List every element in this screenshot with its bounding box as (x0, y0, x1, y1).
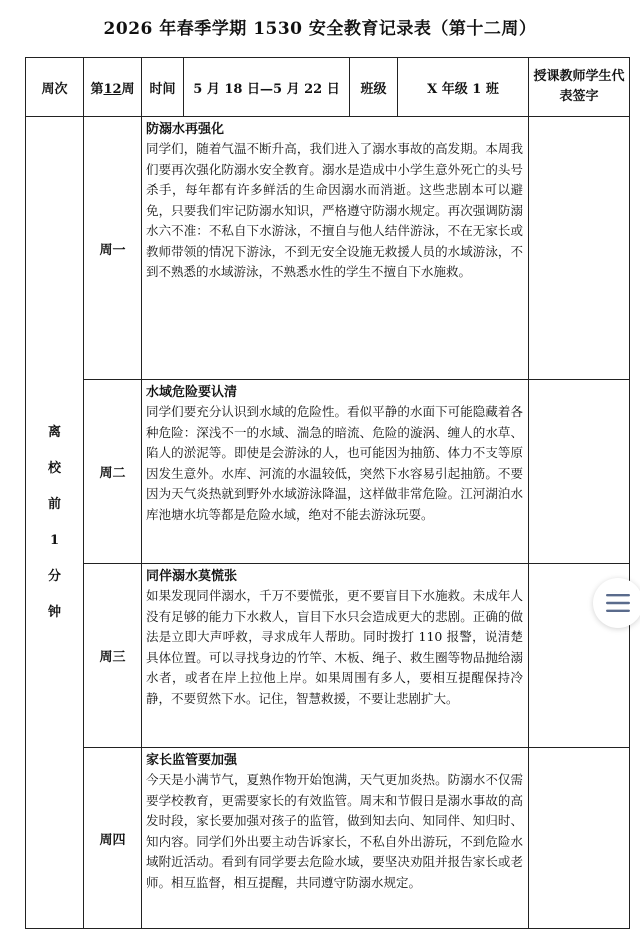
signature-cell[interactable] (529, 380, 630, 564)
lesson-text: 今天是小满节气，夏熟作物开始饱满，天气更加炎热。防溺水不仅需要学校教育，更需要家长的有效监管。周末和节假日是溺水事故的高发时段，家长要加强对孩子的监管，做到知去向、知同伴、知归时、知内容。同学们外出要主动告诉家长，不私自外出游玩，不到危险水域附近活动。看到有同学要去危险水域，要坚决劝阻并报告家长或老师。相互监督，相互提醒，共同遵守防溺水规定。 (146, 772, 523, 890)
class-value-cell: X 年级 1 班 (398, 58, 529, 117)
lesson-text: 同学们要充分认识到水域的危险性。看似平静的水面下可能隐藏着各种危险：深浅不一的水域、湍急的暗流、危险的漩涡、缠人的水草、陷人的淤泥等。即使是会游泳的人，也可能因为抽筋、体力不支等原因发生意外。水库、河流的水温较低，突然下水容易引起抽筋。不要因为天气炎热就到野外水域游泳降温，这样做非常危险。江河湖泊水库池塘水坑等都是危险水域，绝对不能去游泳玩耍。 (146, 404, 523, 522)
signature-cell[interactable] (529, 117, 630, 380)
table-row (26, 564, 630, 748)
time-label-cell: 时间 (142, 58, 184, 117)
lesson-text: 同学们，随着气温不断升高，我们进入了溺水事故的高发期。本周我们要再次强化防溺水安全教育。溺水是造成中小学生意外死亡的头号杀手，每年都有许多鲜活的生命因溺水而消逝。这些悲剧本可以避免，只要我们牢记防溺水知识，严格遵守防溺水规定。再次强调防溺水六不准：不私自下水游泳，不擅自与他人结伴游泳，不在无家长或教师带领的情况下游泳，不到无安全设施无救援人员的水域游泳，不到不熟悉的水域游泳，不熟悉水性的学生不擅自下水施救。 (146, 141, 523, 279)
lesson-text: 如果发现同伴溺水，千万不要慌张，更不要盲目下水施救。未成年人没有足够的能力下水救人，盲目下水只会造成更大的悲剧。正确的做法是立即大声呼救，寻求成年人帮助。同时拨打 110 报警，说清楚具体位置。可以寻找身边的竹竿、木板、绳子、救生圈等物品抛给溺水者，或者在岸上拉他上岸。如果周围有多人，要相互提醒保持冷静，不要贸然下水。记住，智慧救援，不要让悲剧扩大。 (146, 588, 523, 706)
page-title: 2026 年春季学期 1530 安全教育记录表（第十二周） (103, 19, 537, 39)
week-number: 12 (103, 81, 122, 97)
class-label-cell: 班级 (350, 58, 398, 117)
lesson-heading: 水域危险要认清 (146, 385, 238, 400)
table-row (26, 117, 630, 380)
teacher-signature-header: 授课教师学生代表签字 (529, 58, 630, 117)
day-cell-wednesday: 周三 (84, 564, 142, 748)
signature-cell[interactable] (529, 748, 630, 929)
period-cell (26, 117, 84, 929)
day-cell-tuesday: 周二 (84, 380, 142, 564)
content-cell-tuesday (142, 380, 529, 564)
menu-icon (606, 593, 630, 613)
time-value-cell: 5 月 18 日—5 月 22 日 (184, 58, 350, 117)
week-suffix: 周 (121, 81, 135, 97)
floating-menu-button[interactable] (593, 578, 640, 628)
week-prefix: 第 (90, 81, 104, 97)
table-row (26, 748, 630, 929)
period-char: 1 (49, 532, 60, 548)
period-char: 前 (47, 496, 61, 512)
lesson-heading: 防溺水再强化 (146, 122, 225, 137)
week-label-cell: 周次 (26, 58, 84, 117)
period-char: 分 (47, 568, 61, 584)
content-cell-wednesday (142, 564, 529, 748)
content-cell-thursday (142, 748, 529, 929)
period-char: 离 (47, 424, 61, 440)
day-cell-thursday: 周四 (84, 748, 142, 929)
lesson-heading: 同伴溺水莫慌张 (146, 569, 238, 584)
header-row (26, 58, 630, 117)
table-row (26, 380, 630, 564)
day-cell-monday: 周一 (84, 117, 142, 380)
week-number-cell (84, 58, 142, 117)
lesson-heading: 家长监管要加强 (146, 753, 238, 768)
content-cell-monday (142, 117, 529, 380)
period-char: 钟 (47, 604, 61, 620)
period-char: 校 (47, 460, 61, 476)
safety-record-table (25, 57, 630, 929)
